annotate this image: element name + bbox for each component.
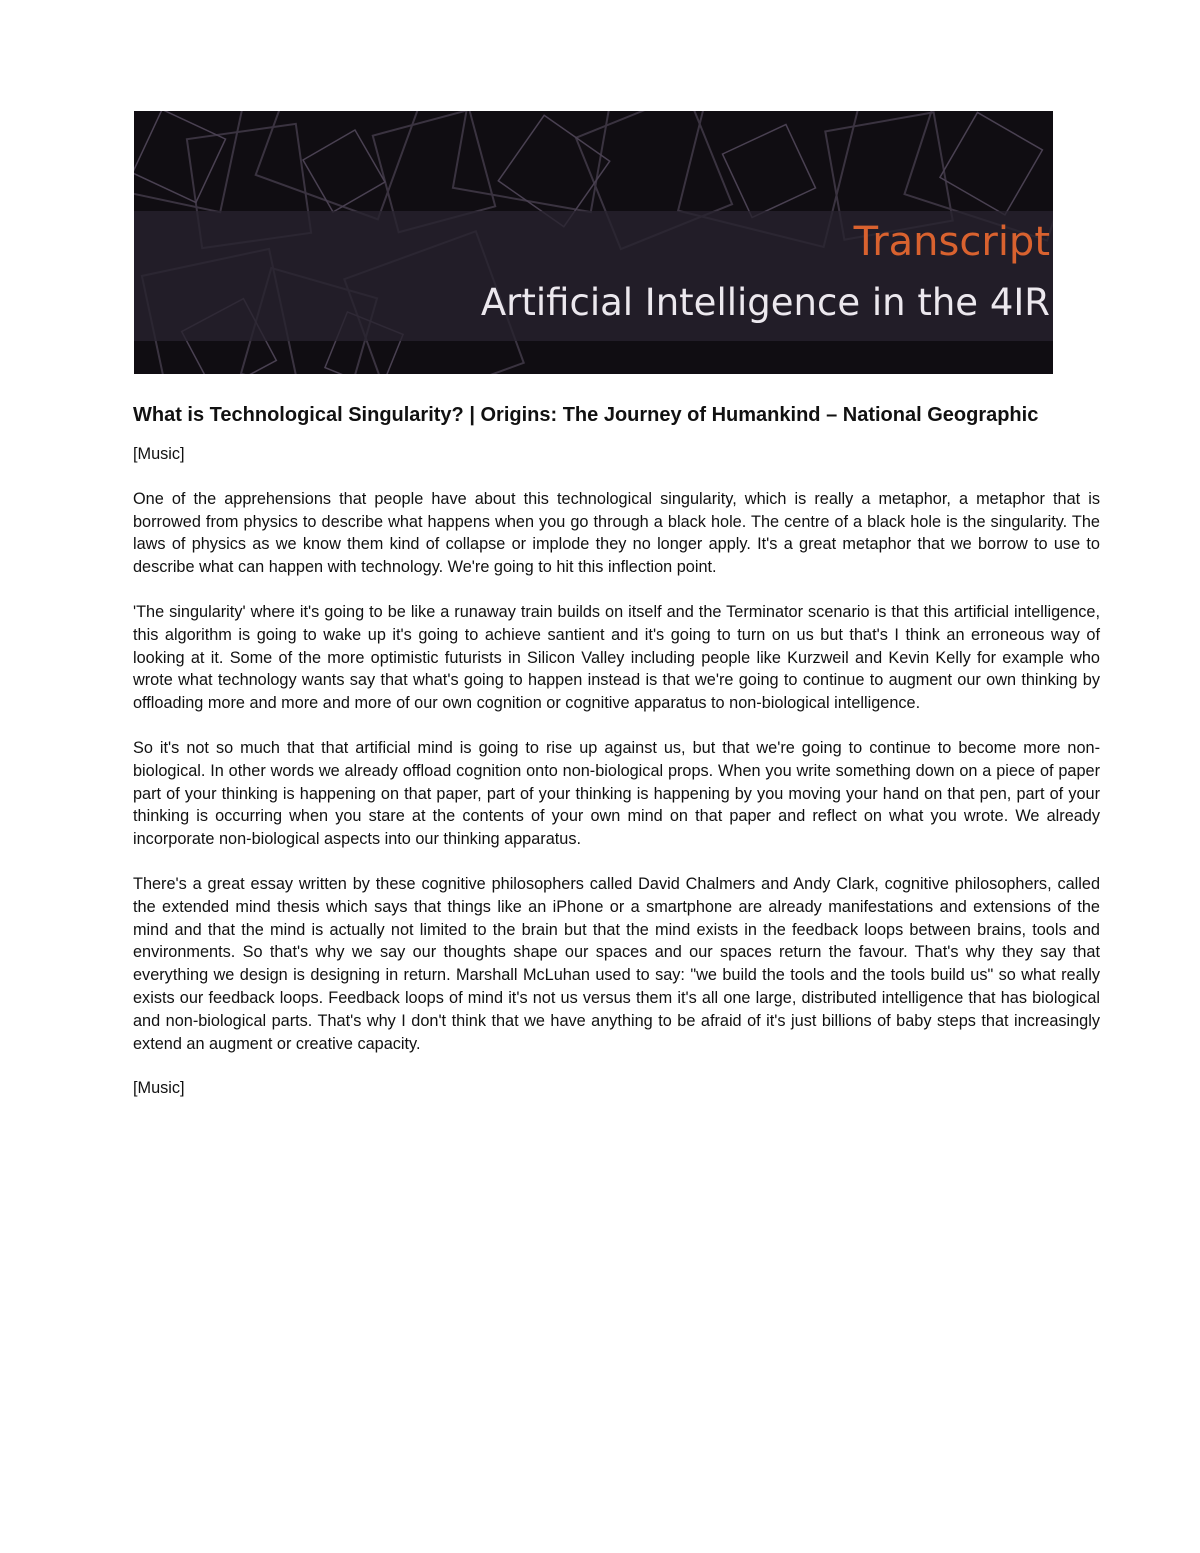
course-title: Artificial Intelligence in the 4IR: [480, 281, 1050, 324]
music-cue-open: [Music]: [133, 445, 185, 463]
music-cue-close: [Music]: [133, 1079, 185, 1098]
transcript-label: Transcript: [853, 219, 1050, 265]
video-title: What is Technological Singularity? | Origins: The Journey of Humankind – National Geographic: [133, 404, 1039, 426]
transcript-paragraph: 'The singularity' where it's going to be like a runaway train builds on itself and the Terminator scenario is that this artificial intelligence, this algorithm is going to wake up it's going to achieve santient and it's going to turn on us but that's I think an erroneous way of looking at it. Some of the more optimistic futurists in Silicon Valley including people like Kurzweil and Kevin Kelly for example who wrote what technology wants say that what's going to happen instead is that we're going to continue to augment our own thinking by offloading more and more and more of our own cognition or cognitive apparatus to non-biological intelligence.: [133, 602, 1100, 713]
transcript-banner: [134, 111, 1053, 374]
transcript-paragraph: So it's not so much that that artificial mind is going to rise up against us, but that we're going to continue to become more non-biological. In other words we already offload cognition onto non-biological props. When you write something down on a piece of paper part of your thinking is happening on that paper, part of your thinking is happening by you moving your hand on that pen, part of your thinking is occurring when you stare at the contents of your own mind on that paper and reflect on what you wrote. We already incorporate non-biological aspects into our thinking apparatus.: [133, 738, 1100, 849]
transcript-paragraph: There's a great essay written by these cognitive philosophers called David Chalmers and Andy Clark, cognitive philosophers, called the extended mind thesis which says that things like an iPhone or a smartphone are already manifestations and extensions of the mind and that the mind is actually not limited to the brain but that the mind exists in the feedback loops between brains, tools and environments. So that's why we say our thoughts shape our spaces and our spaces return the favour. That's why they say that everything we design is designing in return. Marshall McLuhan used to say: "we build the tools and the tools build us" so what really exists our feedback loops. Feedback loops of mind it's not us versus them it's all one large, distributed intelligence that has biological and non-biological parts. That's why I don't think that we have anything to be afraid of it's just billions of baby steps that increasingly extend an augment or creative capacity.: [133, 874, 1100, 1053]
transcript-paragraph: One of the apprehensions that people have about this technological singularity, which is really a metaphor, a metaphor that is borrowed from physics to describe what happens when you go through a black hole. The centre of a black hole is the singularity. The laws of physics as we know them kind of collapse or implode they no longer apply. It's a great metaphor that we borrow to use to describe what can happen with technology. We're going to hit this inflection point.: [133, 489, 1100, 577]
transcript-body: [133, 402, 1100, 1122]
